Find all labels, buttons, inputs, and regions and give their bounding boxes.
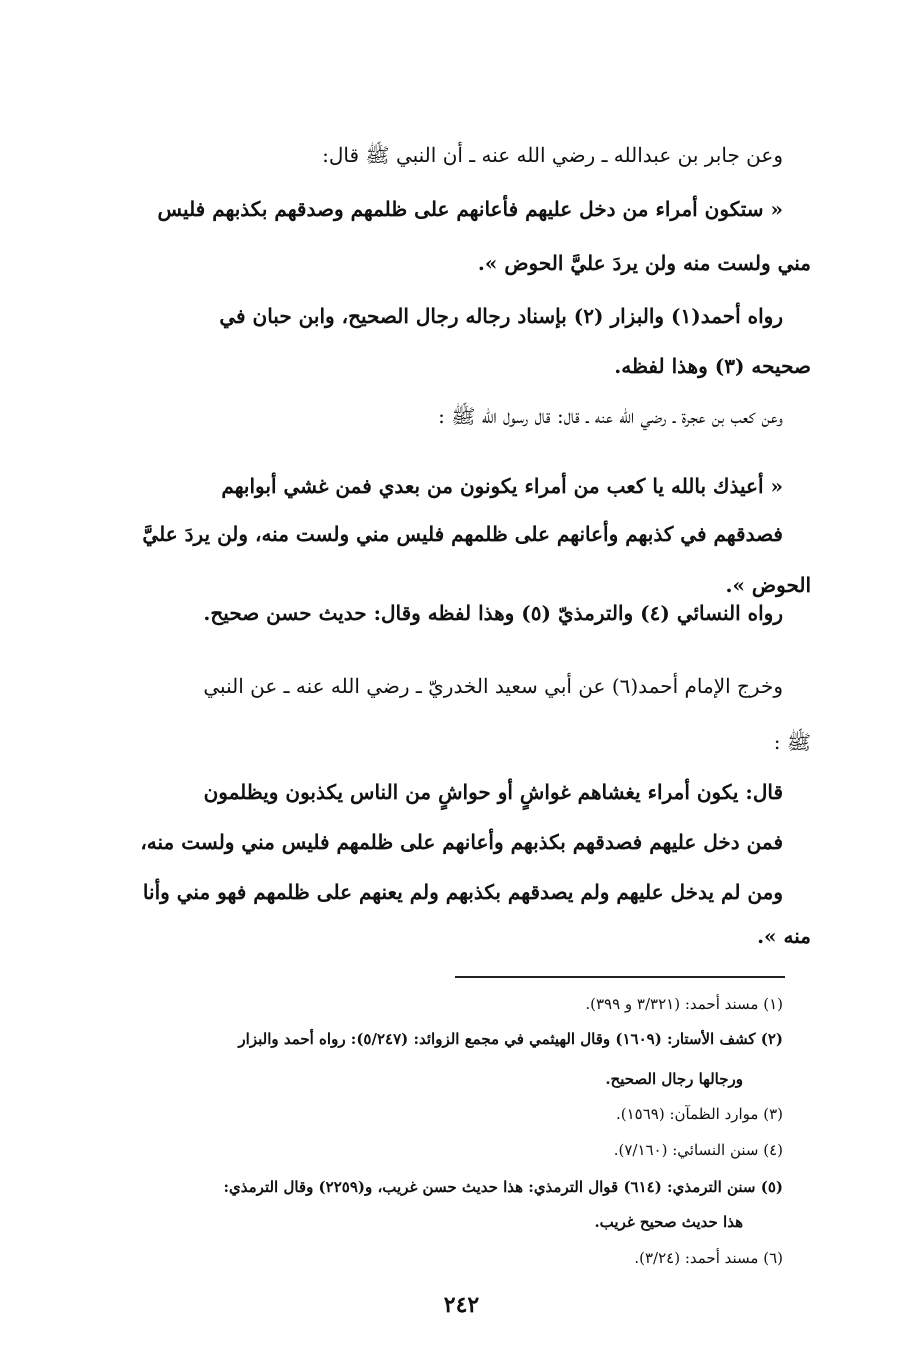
hadith1-source-line2: صحيحه (٣) وهذا لفظه. — [614, 354, 811, 378]
hadith2-source: رواه النسائي (٤) والترمذيّ (٥) وهذا لفظه وقال: حديث حسن صحيح. — [203, 601, 783, 625]
footnote-2-cont: ورجالها رجال الصحيح. — [605, 1070, 743, 1088]
hadith3-text-line1: قال: يكون أمراء يغشاهم غواشٍ أو حواشٍ من الناس يكذبون ويظلمون — [203, 780, 783, 804]
page-number: ٢٤٢ — [443, 1292, 480, 1318]
hadith1-text-line1: « ستكون أمراء من دخل عليهم فأعانهم على ظلمهم وصدقهم بكذبهم فليس — [157, 197, 783, 221]
footnote-separator — [455, 976, 785, 978]
hadith3-text-line4: منه ». — [757, 924, 811, 948]
hadith1-text-line2: مني ولست منه ولن يردَ عليَّ الحوض ». — [477, 251, 811, 275]
footnote-5: (٥) سنن الترمذي: (٦١٤) قوال الترمذي: هذا حديث حسن غريب، و(٢٢٥٩) وقال الترمذي: — [223, 1178, 783, 1196]
hadith3-intro-line1: وخرج الإمام أحمد(٦) عن أبي سعيد الخدريّ ـ رضي الله عنه ـ عن النبي — [203, 674, 783, 698]
hadith2-text-line2: فصدقهم في كذبهم وأعانهم على ظلمهم فليس مني ولست منه، ولن يردَ عليَّ — [142, 522, 783, 546]
footnote-4: (٤) سنن النسائي: (٧/١٦٠). — [613, 1141, 783, 1159]
footnote-2: (٢) كشف الأستار: (١٦٠٩) وقال الهيثمي في مجمع الزوائد: (٥/٢٤٧): رواه أحمد والبزار — [238, 1030, 783, 1048]
footnote-6: (٦) مسند أحمد: (٣/٢٤). — [634, 1249, 783, 1267]
hadith1-source-line1: رواه أحمد(١) والبزار (٢) بإسناد رجاله رجال الصحيح، وابن حبان في — [219, 304, 783, 328]
footnote-3: (٣) موارد الظمآن: (١٥٦٩). — [615, 1105, 783, 1123]
hadith2-text-line3: الحوض ». — [725, 573, 811, 597]
hadith2-intro: وعن كعب بن عجرة ـ رضي الله عنه ـ قال: قال رسول الله ﷺ : — [438, 404, 783, 428]
hadith3-text-line2: فمن دخل عليهم فصدقهم بكذبهم وأعانهم على ظلمهم فليس مني ولست منه، — [140, 830, 783, 854]
hadith2-text-line1: « أعيذك بالله يا كعب من أمراء يكونون من بعدي فمن غشي أبوابهم — [221, 474, 783, 498]
hadith1-intro: وعن جابر بن عبدالله ـ رضي الله عنه ـ أن النبي ﷺ قال: — [322, 143, 783, 167]
footnote-1: (١) مسند أحمد: (٣/٣٢١ و ٣٩٩). — [585, 995, 783, 1013]
footnote-5-cont: هذا حديث صحيح غريب. — [594, 1213, 743, 1231]
hadith3-text-line3: ومن لم يدخل عليهم ولم يصدقهم بكذبهم ولم يعنهم على ظلمهم فهو مني وأنا — [142, 880, 783, 904]
hadith3-intro-line2: ﷺ : — [773, 730, 811, 754]
